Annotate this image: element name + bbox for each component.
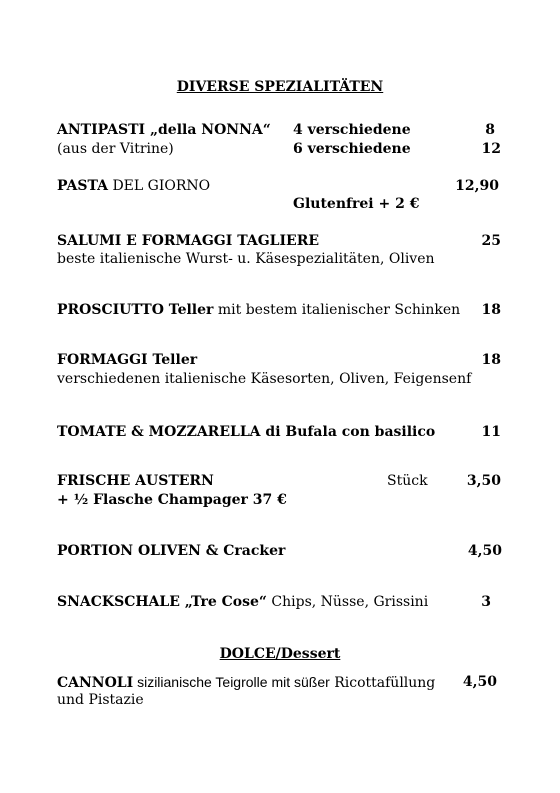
prosciutto-price: 18 [481, 302, 501, 318]
cannoli-price: 4,50 [462, 674, 497, 690]
tomate-name: TOMATE & MOZZARELLA di Bufala con basilico [57, 424, 436, 440]
pasta-name-rest: DEL GIORNO [108, 178, 211, 194]
salumi-name: SALUMI E FORMAGGI TAGLIERE [57, 233, 320, 249]
antipasti-note: (aus der Vitrine) [57, 141, 174, 157]
antipasti-option-2-label: 6 verschiedene [293, 141, 411, 157]
formaggi-price: 18 [481, 352, 501, 368]
snack-line [57, 593, 428, 611]
section-title-dolce: DOLCE/Dessert [219, 646, 341, 662]
antipasti-option-1-label: 4 verschiedene [293, 122, 411, 138]
pasta-price: 12,90 [455, 178, 499, 194]
formaggi-name: FORMAGGI Teller [57, 352, 198, 368]
prosciutto-name: PROSCIUTTO Teller [57, 302, 214, 318]
formaggi-desc: verschiedenen italienische Käsesorten, Oliven, Feigensenf [57, 371, 472, 387]
salumi-desc: beste italienische Wurst- u. Käsespezialitäten, Oliven [57, 251, 435, 267]
cannoli-desc-sans: sizilianische Teigrolle mit süßer [133, 674, 330, 690]
oliven-price: 4,50 [467, 543, 502, 559]
cannoli-name: CANNOLI [57, 675, 134, 691]
salumi-price: 25 [481, 233, 501, 249]
snack-name: SNACKSCHALE „Tre Cose“ [57, 594, 267, 610]
austern-unit: Stück [387, 473, 428, 489]
austern-price: 3,50 [466, 473, 501, 489]
austern-extra: + ½ Flasche Champager 37 € [57, 492, 287, 508]
prosciutto-desc: mit bestem italienischer Schinken [213, 302, 461, 318]
snack-desc: Chips, Nüsse, Grissini [266, 594, 429, 610]
oliven-name: PORTION OLIVEN & Cracker [57, 543, 286, 559]
austern-name: FRISCHE AUSTERN [57, 473, 214, 489]
cannoli-desc-line2: und Pistazie [57, 692, 144, 708]
section-title-spezialitaeten: DIVERSE SPEZIALITÄTEN [176, 79, 384, 95]
antipasti-option-2-price: 12 [481, 141, 501, 157]
pasta-name: PASTA [57, 178, 108, 194]
prosciutto-line [57, 301, 460, 319]
cannoli-desc-serif: Ricottafüllung [329, 675, 436, 691]
snack-price: 3 [481, 594, 491, 610]
antipasti-option-1-price: 8 [485, 122, 495, 138]
tomate-price: 11 [481, 424, 501, 440]
cannoli-line [57, 673, 435, 692]
pasta-extra: Glutenfrei + 2 € [293, 196, 420, 212]
pasta-line [57, 177, 210, 195]
antipasti-name: ANTIPASTI „della NONNA“ [57, 122, 271, 138]
